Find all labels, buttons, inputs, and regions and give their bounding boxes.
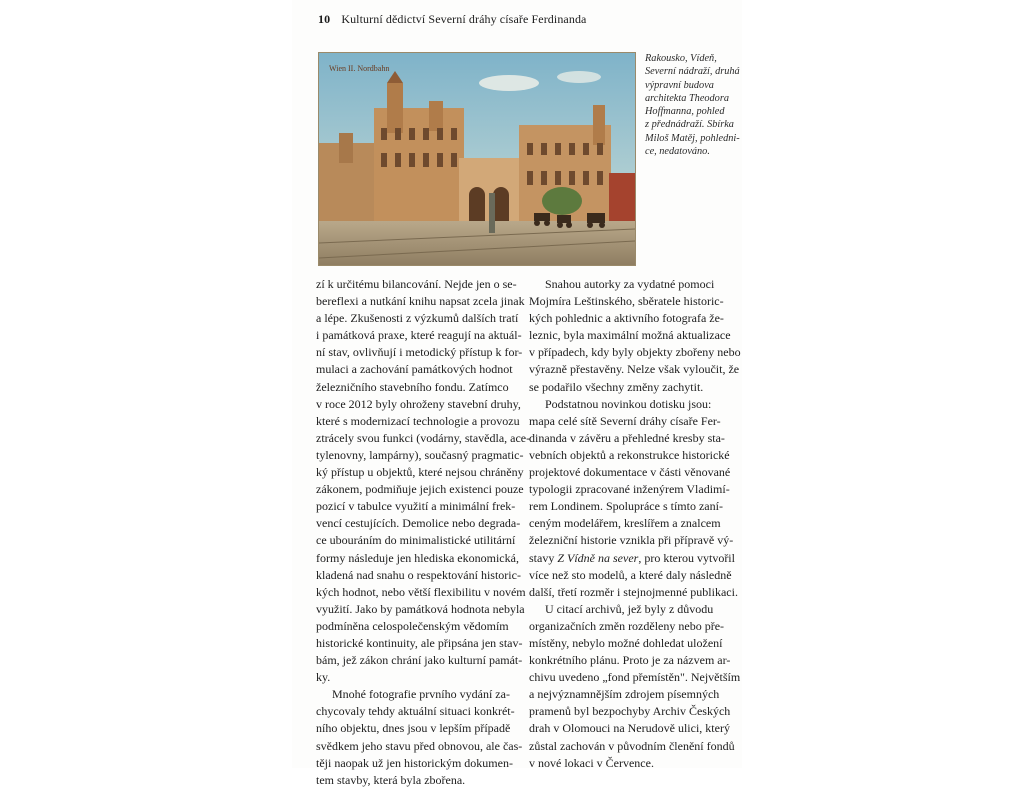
text-line: ztrácely svou funkci (vodárny, stavědla, ace-: [316, 430, 531, 445]
postcard-illustration: [319, 53, 635, 265]
text-line: výrazně přestavěny. Nelze však vyloučit, že: [529, 362, 740, 377]
text-line: železniční historie vznikla při přípravě vý-: [529, 533, 734, 548]
text-line: těji naopak už jen historickým dokumen-: [316, 755, 513, 770]
text-line: železničního stavebního fondu. Zatímco: [316, 379, 509, 394]
text-line: projektové dokumentace v části věnované: [529, 465, 731, 480]
text-line: historické kontinuity, ale připsána jen stav-: [316, 635, 523, 650]
postcard-photo: [318, 52, 636, 266]
text-line: zůstal zachován v původním členění fondů: [529, 738, 735, 753]
text-line: svědkem jeho stavu před obnovou, ale čas-: [316, 738, 523, 753]
text-line: leznic, byla maximální možná aktualizace: [529, 328, 731, 343]
photo-caption: [645, 52, 741, 158]
text-line: Mojmíra Leštinského, sběratele historic-: [529, 294, 724, 309]
text-line: kladená nad snahu o respektování historic-: [316, 567, 521, 582]
text-line: organizačních změn rozděleny nebo pře-: [529, 618, 725, 633]
caption-line: architekta Theodora: [645, 92, 729, 104]
text-line: bám, jež zákon chrání jako kulturní památ-: [316, 653, 523, 668]
text-column-left: [316, 276, 531, 789]
text-line: ní stav, ovlivňují i metodický přístup k for-: [316, 345, 523, 360]
caption-line: Hoffmanna, pohled: [645, 106, 725, 118]
text-line: ky.: [316, 670, 331, 685]
text-line: místěny, nebylo možné dohledat uložení: [529, 635, 723, 650]
text-line: typologii zpracované inženýrem Vladimí-: [529, 482, 730, 497]
text-line: ký přístup u objektů, které nejsou chráněny: [316, 465, 524, 480]
caption-line: výpravní budova: [645, 79, 714, 91]
running-head: [318, 12, 738, 27]
caption-line: Rakousko, Vídeň,: [645, 53, 717, 64]
text-line: více než sto modelů, a které daly následně: [529, 567, 732, 582]
text-line: využití. Jako by památková hodnota nebyla: [316, 601, 525, 616]
text-line: a nejvýznamnějším zdrojem písemných: [529, 687, 720, 702]
text-line: tem stavby, která byla zbořena.: [316, 772, 466, 787]
text-line: Mnohé fotografie prvního vydání za-: [332, 687, 510, 702]
text-line: zí k určitému bilancování. Nejde jen o se-: [316, 277, 517, 291]
text-line: vencí cestujících. Demolice nebo degrada-: [316, 516, 521, 531]
caption-line: Miloš Matěj, pohledni-: [645, 132, 740, 144]
text-line: Snahou autorky za vydatné pomoci: [545, 277, 715, 291]
text-line: kých hodnot, nebo větší flexibilitu v novém: [316, 584, 526, 599]
text-line: i památková praxe, které reagují na aktuál-: [316, 328, 522, 343]
text-line: U citací archivů, jež byly z důvodu: [545, 601, 714, 616]
exhibition-title: Z Vídně na sever: [557, 550, 639, 565]
caption-line: Severní nádraží, druhá: [645, 66, 740, 78]
text-line: dinanda v závěru a přehledné kresby sta-: [529, 430, 725, 445]
text-line: formy následuje jen hlediska ekonomická,: [316, 550, 519, 565]
text-line: se podařilo všechny změny zachytit.: [529, 379, 704, 394]
text-line: v případech, kdy byly objekty zbořeny nebo: [529, 345, 741, 360]
text-line: stavy Z Vídně na sever, pro kterou vytvořil: [529, 550, 735, 565]
text-line: mapa celé sítě Severní dráhy císaře Fer-: [529, 413, 721, 428]
text-line: další, třetí rozměr i stejnojmenné publikaci.: [529, 584, 738, 599]
running-title: Kulturní dědictví Severní dráhy císaře Ferdinanda: [341, 12, 587, 26]
text-line: v roce 2012 byly ohroženy stavební druhy,: [316, 396, 521, 411]
text-line: ce ubouráním do minimalistické utilitární: [316, 533, 516, 548]
text-line: zákonem, podmiňuje jejich existenci pouze: [316, 482, 524, 497]
text-line: bereflexi a nutkání knihu napsat zcela jinak: [316, 294, 525, 309]
text-line: chivu uvedeno „fond přemístěn". Největším: [529, 670, 741, 685]
text-line: kých pohlednic a aktivního fotografa že-: [529, 311, 724, 326]
page-number: 10: [318, 12, 331, 26]
text-line: ního objektu, dnes jsou v lepším případě: [316, 721, 511, 736]
text-line: Podstatnou novinkou dotisku jsou:: [545, 396, 712, 411]
text-line: pozicí v tabulce využití a minimální frek-: [316, 499, 516, 514]
text-line: podmíněna celospolečenským vědomím: [316, 618, 509, 633]
text-line: pramenů byl bezpochyby Archiv Českých: [529, 704, 731, 719]
text-line: a lépe. Zkušenosti z výzkumů dalších tratí: [316, 311, 519, 326]
text-line: rem Londinem. Spolupráce s tímto zaní-: [529, 499, 723, 514]
text-line: tylenovny, lampárny), současný pragmatic-: [316, 447, 524, 462]
text-line: v nové lokaci v Července.: [529, 755, 654, 770]
text-line: konkrétního plánu. Proto je za názvem ar-: [529, 653, 731, 668]
text-column-right: [529, 276, 741, 772]
text-line: drah v Olomouci na Nerudově ulici, který: [529, 721, 730, 736]
text-line: vebních objektů a rekonstrukce historické: [529, 447, 730, 462]
text-line: mulaci a zachování památkových hodnot: [316, 362, 513, 377]
postcard-label: Wien II. Nordbahn: [329, 64, 390, 73]
caption-line: ce, nedatováno.: [645, 146, 710, 158]
text-line: které s modernizací technologie a provozu: [316, 413, 520, 428]
text-line: chycovaly tehdy aktuální situaci konkrét-: [316, 704, 515, 719]
caption-line: z přednádraží. Sbírka: [645, 119, 734, 131]
text-line: ceným modelářem, kreslířem a znalcem: [529, 516, 721, 531]
